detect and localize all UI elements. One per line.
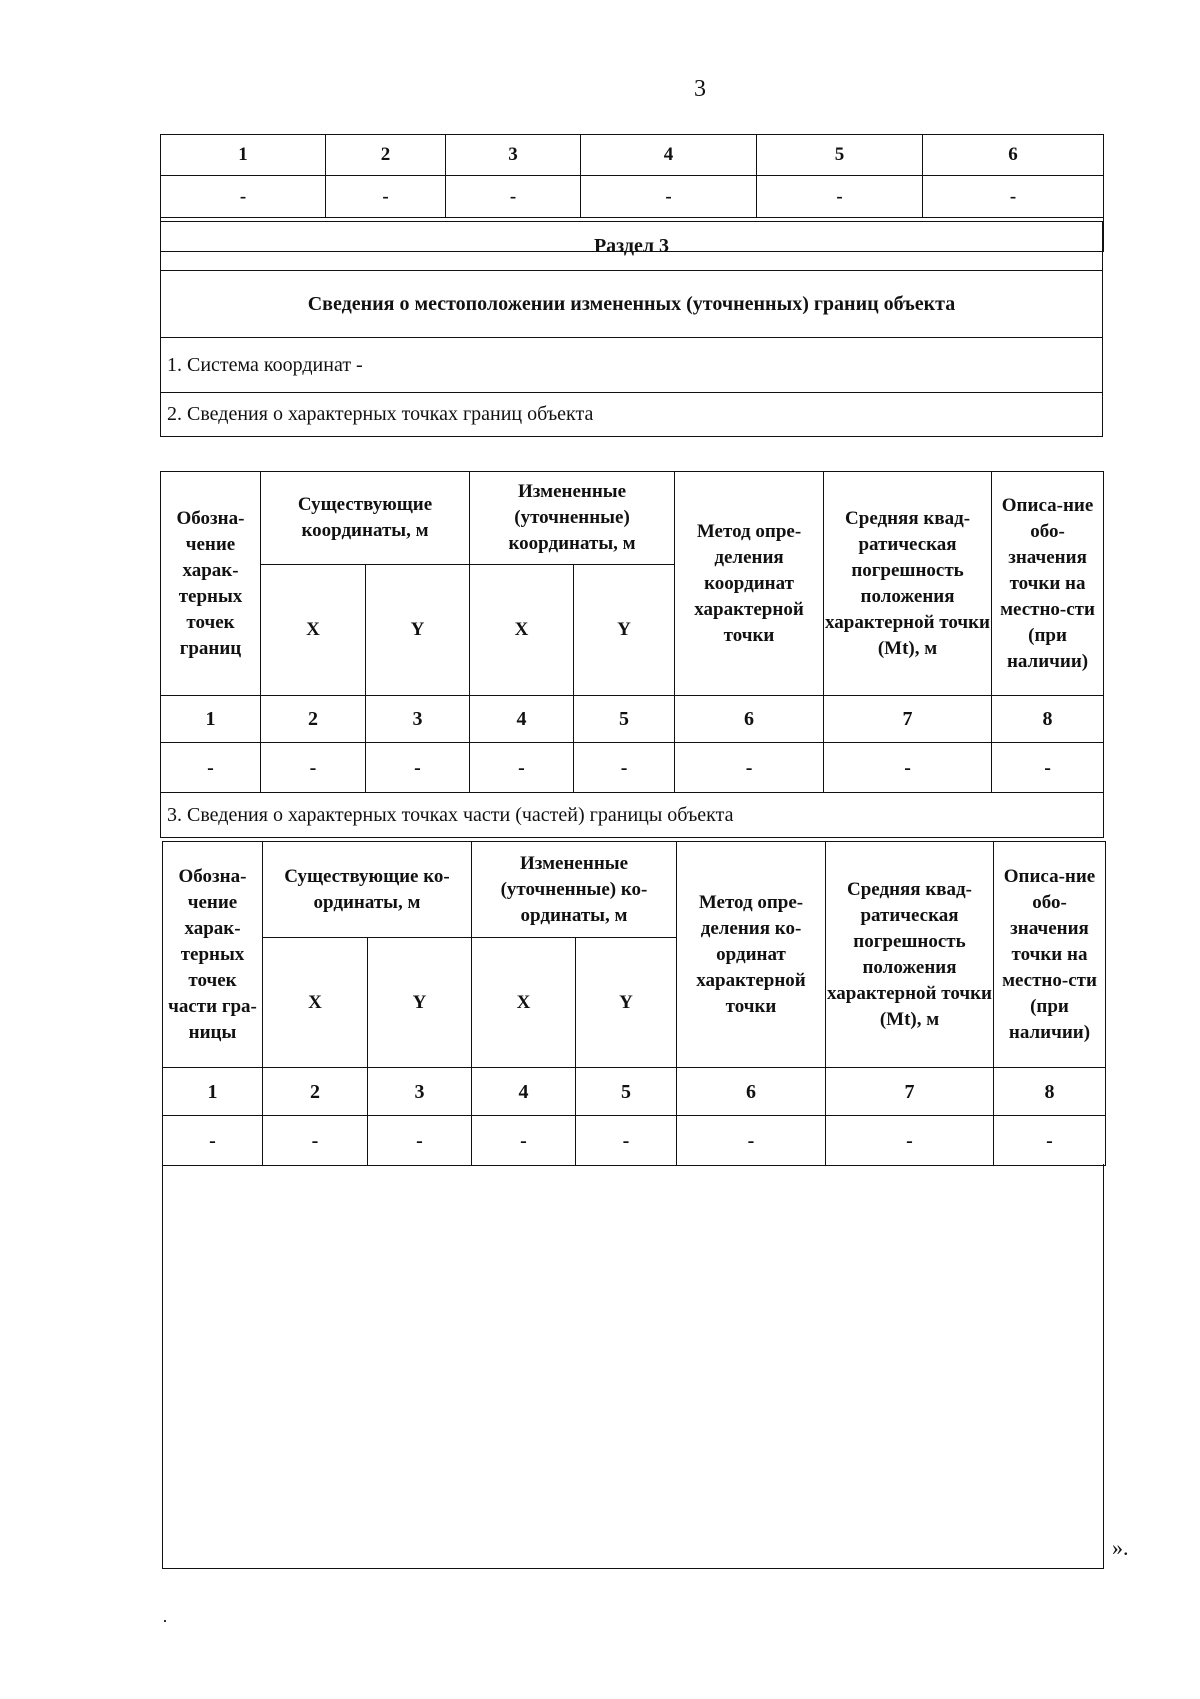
- table-cell: -: [574, 743, 675, 793]
- header-designation: Обозна-чение харак-терных точек границ: [161, 472, 261, 696]
- header-y: Y: [574, 565, 675, 696]
- column-number: 2: [263, 1068, 368, 1116]
- section-header-table: [160, 221, 1103, 437]
- table-cell: -: [163, 1116, 263, 1166]
- table-cell: -: [994, 1116, 1106, 1166]
- table-cell: -: [261, 743, 366, 793]
- table-cell: -: [826, 1116, 994, 1166]
- section-subtitle: Сведения о местоположении измененных (уточненных) границ объекта: [161, 271, 1103, 338]
- closing-quote: ».: [1112, 1535, 1129, 1560]
- table-cell: -: [472, 1116, 576, 1166]
- table-cell: -: [675, 743, 824, 793]
- header-mean-error: Средняя квад-ратическая погрешность положения характерной точки (Mt), м: [826, 842, 994, 1068]
- table-row: [161, 472, 1104, 565]
- header-existing-coords: Существующие ко-ординаты, м: [263, 842, 472, 938]
- item-3-caption: 3. Сведения о характерных точках части (частей) границы объекта: [161, 793, 1104, 838]
- column-number: 5: [576, 1068, 677, 1116]
- table-row: [163, 1068, 1106, 1116]
- table-cell: -: [446, 176, 581, 218]
- header-x: X: [263, 938, 368, 1068]
- header-x: X: [261, 565, 366, 696]
- header-x: X: [470, 565, 574, 696]
- table-cell: -: [161, 743, 261, 793]
- header-changed-coords: Измененные (уточненные) ко-ординаты, м: [472, 842, 677, 938]
- column-number: 8: [994, 1068, 1106, 1116]
- column-number: 4: [470, 696, 574, 743]
- column-number: 4: [581, 135, 757, 176]
- header-method: Метод опре-деления ко-ординат характерной точки: [677, 842, 826, 1068]
- table-cell: -: [326, 176, 446, 218]
- table-cell: -: [824, 743, 992, 793]
- column-number: 2: [261, 696, 366, 743]
- column-number: 4: [472, 1068, 576, 1116]
- column-number: 6: [675, 696, 824, 743]
- column-number: 6: [677, 1068, 826, 1116]
- header-description: Описа-ние обо-значения точки на местно-сти (при наличии): [992, 472, 1104, 696]
- column-number: 2: [326, 135, 446, 176]
- table-cell: -: [263, 1116, 368, 1166]
- section-title: Раздел 3: [161, 222, 1103, 271]
- header-description: Описа-ние обо-значения точки на местно-сти (при наличии): [994, 842, 1106, 1068]
- table-row: [161, 222, 1103, 271]
- table-row: [161, 135, 1104, 176]
- table-row: [161, 338, 1103, 393]
- table-row: [163, 842, 1106, 938]
- column-number: 1: [161, 135, 326, 176]
- header-existing-coords: Существующие координаты, м: [261, 472, 470, 565]
- table-cell: -: [368, 1116, 472, 1166]
- column-number: 1: [163, 1068, 263, 1116]
- table-row: [163, 1116, 1106, 1166]
- table-row: [161, 393, 1103, 437]
- column-number: 3: [368, 1068, 472, 1116]
- part-boundary-points-table: [162, 841, 1106, 1166]
- empty-frame: [162, 1164, 1104, 1569]
- table-cell: -: [677, 1116, 826, 1166]
- column-number: 8: [992, 696, 1104, 743]
- table-cell: -: [581, 176, 757, 218]
- column-number: 5: [574, 696, 675, 743]
- column-number: 7: [826, 1068, 994, 1116]
- column-number: 3: [446, 135, 581, 176]
- item-2-caption: 2. Сведения о характерных точках границ объекта: [161, 393, 1103, 437]
- table-cell: -: [757, 176, 923, 218]
- header-y: Y: [576, 938, 677, 1068]
- column-number: 5: [757, 135, 923, 176]
- column-number: 6: [923, 135, 1104, 176]
- table-cell: -: [576, 1116, 677, 1166]
- table-row: [161, 176, 1104, 218]
- column-number: 3: [366, 696, 470, 743]
- scan-dot: [164, 1620, 166, 1622]
- table-row: [161, 793, 1104, 838]
- table-cell: -: [923, 176, 1104, 218]
- header-designation: Обозна-чение харак-терных точек части гра-ницы: [163, 842, 263, 1068]
- boundary-points-table: [160, 471, 1104, 838]
- table-cell: -: [366, 743, 470, 793]
- table-row: [161, 743, 1104, 793]
- table-cell: -: [992, 743, 1104, 793]
- table-row: [161, 696, 1104, 743]
- table-cell: -: [161, 176, 326, 218]
- column-number: 1: [161, 696, 261, 743]
- table-cell: -: [470, 743, 574, 793]
- page-number: 3: [694, 76, 706, 102]
- coordinate-system: 1. Система координат -: [161, 338, 1103, 393]
- header-method: Метод опре-деления координат характерной точки: [675, 472, 824, 696]
- header-mean-error: Средняя квад-ратическая погрешность положения характерной точки (Mt), м: [824, 472, 992, 696]
- column-number: 7: [824, 696, 992, 743]
- table-row: [161, 271, 1103, 338]
- header-y: Y: [368, 938, 472, 1068]
- header-y: Y: [366, 565, 470, 696]
- header-x: X: [472, 938, 576, 1068]
- header-changed-coords: Измененные (уточненные) координаты, м: [470, 472, 675, 565]
